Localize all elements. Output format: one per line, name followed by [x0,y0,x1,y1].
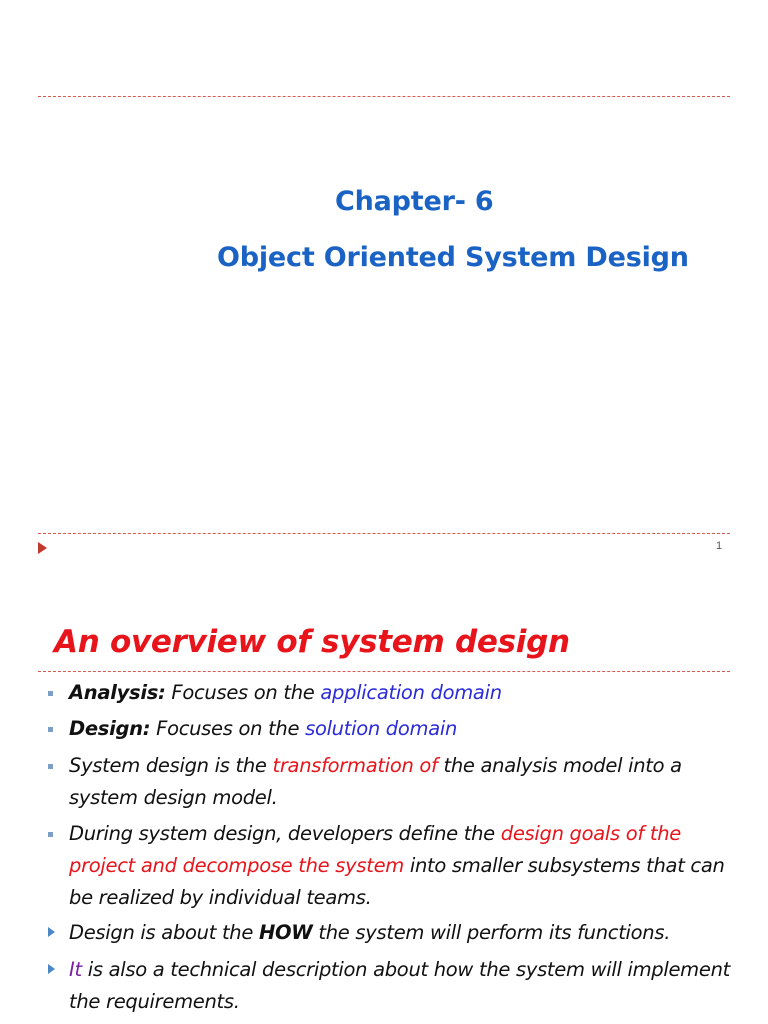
bullet-text: System design is the [69,754,273,777]
page-number: 1 [716,540,723,552]
square-bullet-icon [48,691,53,696]
bullet-highlight: transformation of [272,754,438,777]
bullet-text: Design is about the [69,921,259,944]
square-bullet-icon [48,832,53,837]
chapter-heading: Chapter- 6 [335,186,494,217]
slide-1-footer-divider [38,533,730,534]
square-bullet-icon [48,764,53,769]
triangle-bullet-icon [48,964,55,974]
bullet-text: During system design, developers define the [69,822,501,845]
bullet-label: Analysis: [69,681,166,704]
bullet-label: Design: [69,717,151,740]
bullet-highlight: solution domain [305,717,458,740]
footer-arrow-icon [38,542,47,554]
bullet-text-end: the analysis model into a system design model. [69,754,682,809]
bullet-highlight: application domain [320,681,502,704]
slide-title: Object Oriented System Design [217,242,689,273]
triangle-bullet-icon [48,927,55,937]
heading-divider [38,671,730,672]
bullet-text: Focuses on the [165,681,321,704]
bullet-text: Focuses on the [150,717,306,740]
bullet-text-end: the system will perform its functions. [312,921,671,944]
square-bullet-icon [48,727,53,732]
slide-1-top-divider [38,96,730,97]
overview-heading: An overview of system design [54,624,570,660]
bullet-highlight: It [69,958,82,981]
bullet-emphasis: HOW [258,921,313,944]
bullet-highlight: design goals of the project and decompose the system [69,822,681,877]
bullet-text-end: into smaller subsystems that can be realized by individual teams. [69,854,725,909]
bullet-text-end: is also a technical description about how the system will implement the requirements. [69,958,730,1013]
